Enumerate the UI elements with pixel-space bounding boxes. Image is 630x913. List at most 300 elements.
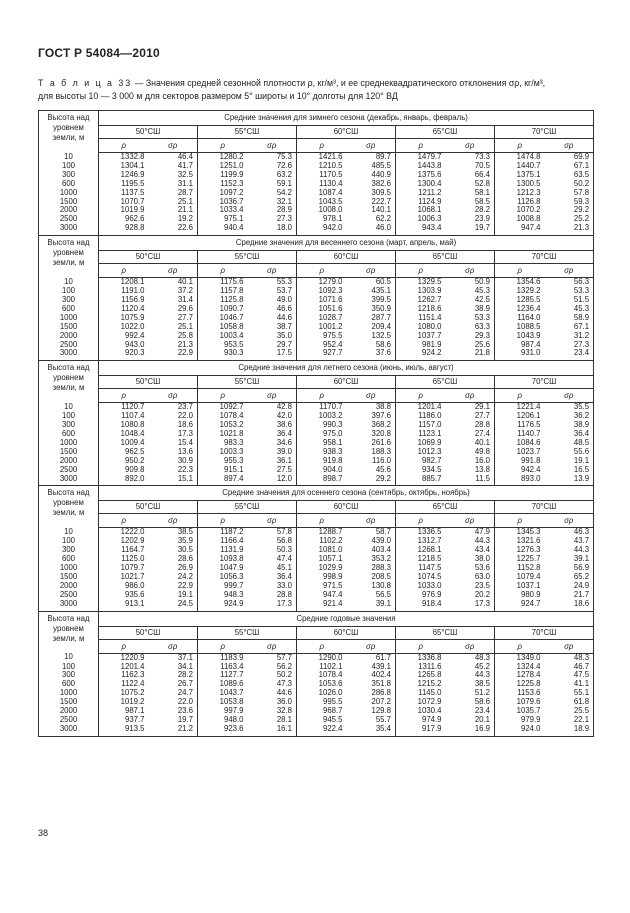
deviation-cell: 27.4 [446,430,495,439]
altitude-cell: 100 [39,287,99,296]
rho-symbol: ρ [198,264,248,278]
deviation-cell: 63.3 [446,323,495,332]
deviation-cell: 188.3 [347,448,396,457]
altitude-cell: 300 [39,671,99,680]
deviation-cell: 45.6 [347,466,396,475]
table-row [39,215,594,224]
rho-symbol: ρ [297,264,347,278]
density-cell: 1008.0 [318,205,343,215]
altitude-cell: 100 [39,162,99,171]
rho-symbol: ρ [99,139,149,153]
deviation-cell: 353.2 [347,555,396,564]
altitude-cell: 600 [39,305,99,314]
density-cell: 1187.2 [220,527,244,537]
deviation-cell: 18.6 [149,421,198,430]
density-cell: 913.1 [124,598,145,608]
density-cell: 940.4 [223,223,244,233]
deviation-cell: 382.6 [347,180,396,189]
altitude-header: Высота над уровнем земли, м [39,486,99,528]
deviation-cell: 22.9 [149,349,198,360]
density-cell: 1035.7 [516,706,541,716]
latitude-header: 55°СШ [198,126,297,139]
table-row [39,206,594,215]
section-title-row [39,486,594,501]
density-cell: 974.9 [421,714,442,724]
altitude-cell: 300 [39,296,99,305]
deviation-cell: 23.4 [573,348,590,358]
deviation-cell: 58.1 [446,189,495,198]
density-cell: 1202.9 [120,536,145,546]
latitude-header: 55°СШ [198,501,297,514]
section-title-row [39,611,594,626]
density-cell: 943.0 [124,339,145,349]
latitude-row [39,376,594,389]
density-cell: 1195.5 [121,178,145,188]
density-cell: 924.7 [520,598,541,608]
density-cell: 990.3 [322,420,343,430]
density-cell: 1215.2 [417,679,442,689]
density-cell: 1120.4 [121,303,145,313]
latitude-header: 60°СШ [297,626,396,639]
deviation-cell: 46.7 [573,661,590,671]
deviation-cell: 309.5 [347,189,396,198]
deviation-cell: 24.9 [573,580,590,590]
deviation-cell: 31.4 [149,296,198,305]
density-cell: 1279.0 [318,277,343,287]
density-cell: 978.1 [322,214,343,224]
altitude-cell: 600 [39,555,99,564]
deviation-cell: 18.0 [248,224,297,235]
deviation-cell: 19.7 [446,224,495,235]
altitude-header: Высота над уровнем земли, м [39,236,99,278]
density-cell: 1321.6 [516,536,541,546]
sigma-symbol: σρ [545,639,594,653]
deviation-cell: 402.4 [347,671,396,680]
deviation-cell: 29.2 [573,205,590,215]
section-title-row [39,236,594,251]
density-cell: 919.8 [322,455,343,465]
altitude-cell: 2000 [39,707,99,716]
deviation-cell: 48.3 [573,652,590,662]
deviation-cell: 439.1 [347,663,396,672]
latitude-header: 70°СШ [495,501,594,514]
density-cell: 1003.2 [318,411,343,421]
density-cell: 1208.1 [120,277,145,287]
deviation-cell: 42.8 [248,403,297,412]
deviation-cell: 63.2 [248,171,297,180]
deviation-cell: 73.3 [446,153,495,162]
density-cell: 1123.1 [418,429,442,439]
altitude-cell: 1000 [39,689,99,698]
density-cell: 950.2 [124,455,145,465]
deviation-cell: 11.5 [446,475,495,486]
density-cell: 1312.7 [417,536,442,546]
density-cell: 1201.4 [120,661,145,671]
density-cell: 1290.0 [318,652,343,662]
deviation-cell: 55.3 [248,278,297,287]
deviation-cell: 44.3 [446,537,495,546]
sigma-symbol: σρ [347,639,396,653]
density-cell: 904.0 [322,464,343,474]
density-cell: 1033.0 [417,580,442,590]
altitude-cell: 2500 [39,215,99,224]
altitude-cell: 3000 [39,600,99,611]
section-title: Средние значения для весеннего сезона (март, апрель, май) [99,236,594,251]
deviation-cell: 58.9 [573,312,590,322]
deviation-cell: 116.0 [347,457,396,466]
latitude-header: 55°СШ [198,251,297,264]
density-cell: 1201.4 [417,402,442,412]
density-cell: 1336.8 [417,652,442,662]
deviation-cell: 209.4 [347,323,396,332]
density-cell: 1089.6 [219,679,244,689]
deviation-cell: 35.9 [149,537,198,546]
deviation-cell: 39.1 [347,600,396,611]
density-cell: 1090.7 [219,303,244,313]
density-cell: 997.9 [223,706,244,716]
density-cell: 958.1 [322,437,343,447]
rho-symbol: ρ [198,514,248,528]
deviation-cell: 49.0 [248,296,297,305]
density-cell: 928.8 [124,223,145,233]
deviation-cell: 45.2 [446,663,495,672]
deviation-cell: 13.8 [446,466,495,475]
deviation-cell: 26.9 [149,564,198,573]
rho-symbol: ρ [495,264,545,278]
density-cell: 975.1 [223,214,244,224]
deviation-cell: 350.9 [347,305,396,314]
density-cell: 1092.3 [318,286,343,296]
deviation-cell: 129.8 [347,707,396,716]
deviation-cell: 66.4 [446,171,495,180]
density-cell: 1122.4 [121,679,145,689]
deviation-cell: 17.3 [446,600,495,611]
density-cell: 1003.3 [219,446,244,456]
rho-symbol: ρ [99,264,149,278]
density-cell: 1019.2 [120,697,145,707]
density-cell: 1336.5 [417,527,442,537]
density-cell: 995.5 [322,697,343,707]
density-cell: 1300.5 [516,178,541,188]
altitude-cell: 600 [39,430,99,439]
density-cell: 921.4 [322,598,343,608]
density-cell: 1479.7 [417,152,442,161]
altitude-cell: 10 [39,653,99,662]
deviation-cell: 13.9 [573,473,590,483]
density-cell: 1068.1 [417,205,442,215]
density-cell: 948.3 [223,589,244,599]
altitude-cell: 1000 [39,439,99,448]
table-row [39,725,594,736]
density-cell: 1102.2 [319,536,343,546]
table-row [39,341,594,350]
rho-symbol: ρ [198,639,248,653]
deviation-cell: 38.5 [149,528,198,537]
density-cell: 1280.2 [219,152,244,161]
table-row [39,475,594,486]
density-cell: 935.6 [124,589,145,599]
density-cell: 1137.5 [121,187,145,197]
deviation-cell: 31.1 [149,180,198,189]
deviation-cell: 440.9 [347,171,396,180]
deviation-cell: 28.9 [248,206,297,215]
rho-symbol: ρ [396,514,446,528]
altitude-cell: 3000 [39,475,99,486]
deviation-cell: 46.4 [149,153,198,162]
deviation-cell: 28.7 [149,189,198,198]
deviation-cell: 28.8 [446,421,495,430]
density-cell: 1081.0 [318,545,343,555]
deviation-cell: 34.1 [149,663,198,672]
density-cell: 1268.1 [417,545,442,555]
density-cell: 1084.6 [516,437,541,447]
deviation-cell: 19.1 [149,591,198,600]
latitude-header: 65°СШ [396,126,495,139]
altitude-cell: 2500 [39,591,99,600]
density-cell: 1354.6 [516,277,541,287]
density-cell: 913.5 [124,723,145,733]
altitude-cell: 100 [39,537,99,546]
density-cell: 983.3 [223,437,244,447]
deviation-cell: 53.7 [248,287,297,296]
altitude-cell: 1000 [39,564,99,573]
density-cell: 948.0 [223,714,244,724]
sigma-symbol: σρ [545,514,594,528]
latitude-header: 50°СШ [99,251,198,264]
deviation-cell: 23.4 [446,707,495,716]
deviation-cell: 21.8 [446,349,495,360]
deviation-cell: 13.6 [149,448,198,457]
deviation-cell: 49.8 [446,448,495,457]
deviation-cell: 287.7 [347,314,396,323]
deviation-cell: 51.2 [446,689,495,698]
deviation-cell: 399.5 [347,296,396,305]
deviation-cell: 132.5 [347,332,396,341]
table-row [39,349,594,360]
deviation-cell: 30.9 [149,457,198,466]
deviation-cell: 46.6 [248,305,297,314]
latitude-row [39,626,594,639]
deviation-cell: 28.2 [149,671,198,680]
deviation-cell: 75.3 [248,153,297,162]
deviation-cell: 36.1 [248,457,297,466]
deviation-cell: 261.6 [347,439,396,448]
deviation-cell: 23.7 [149,403,198,412]
sigma-symbol: σρ [446,139,495,153]
density-cell: 1088.5 [516,321,541,331]
density-cell: 1157.0 [418,420,442,430]
density-cell: 934.5 [421,464,442,474]
deviation-cell: 43.7 [573,536,590,546]
deviation-cell: 60.5 [347,278,396,287]
deviation-cell: 25.1 [149,198,198,207]
density-cell: 1023.7 [516,446,541,456]
density-cell: 962.6 [124,214,145,224]
deviation-cell: 44.3 [573,545,590,555]
deviation-cell: 65.2 [573,572,590,581]
density-cell: 1029.9 [318,563,343,573]
altitude-cell: 3000 [39,349,99,360]
table-row [39,457,594,466]
density-cell: 893.0 [520,473,541,483]
table-caption [38,77,594,103]
density-cell: 1191.0 [121,286,145,296]
deviation-cell: 12.0 [248,475,297,486]
document-header: ГОСТ Р 54084—2010 [38,46,160,60]
density-cell: 1246.9 [120,169,145,179]
density-cell: 1175.6 [220,277,244,287]
deviation-cell: 22.0 [149,698,198,707]
density-cell: 1079.6 [516,697,541,707]
altitude-cell: 3000 [39,224,99,235]
deviation-cell: 28.8 [248,591,297,600]
density-cell: 924.9 [223,598,244,608]
table-row [39,600,594,611]
deviation-cell: 18.6 [573,598,590,608]
deviation-cell: 207.2 [347,698,396,707]
deviation-cell: 22.0 [149,412,198,421]
rho-symbol: ρ [99,389,149,403]
deviation-cell: 24.5 [149,600,198,611]
density-cell: 1262.7 [417,294,442,304]
latitude-header: 65°СШ [396,376,495,389]
density-cell: 968.7 [322,706,343,716]
deviation-cell: 45.1 [248,564,297,573]
density-cell: 1043.7 [219,688,244,698]
section-title-row [39,361,594,376]
density-table [38,110,594,737]
sigma-symbol: σρ [545,389,594,403]
latitude-header: 50°СШ [99,376,198,389]
density-cell: 1131.9 [220,545,244,555]
density-cell: 1078.4 [219,411,244,421]
deviation-cell: 61.8 [573,697,590,707]
density-cell: 1183.9 [220,652,244,662]
rho-symbol: ρ [396,389,446,403]
table-row [39,323,594,332]
rho-symbol: ρ [495,639,545,653]
deviation-cell: 27.3 [573,339,590,349]
latitude-header: 60°СШ [297,376,396,389]
density-cell: 999.7 [223,580,244,590]
sigma-symbol: σρ [446,514,495,528]
latitude-header: 50°СШ [99,501,198,514]
table-row [39,582,594,591]
sigma-symbol: σρ [248,514,297,528]
density-cell: 937.7 [124,714,145,724]
deviation-cell: 36.4 [248,430,297,439]
deviation-cell: 32.8 [248,707,297,716]
density-cell: 1026.0 [318,688,343,698]
altitude-cell: 600 [39,180,99,189]
altitude-header: Высота над уровнем земли, м [39,111,99,153]
sigma-symbol: σρ [446,389,495,403]
deviation-cell: 25.5 [573,706,590,716]
density-cell: 915.1 [223,464,244,474]
symbol-row [39,139,594,153]
deviation-cell: 50.9 [446,278,495,287]
sigma-symbol: σρ [248,639,297,653]
density-cell: 987.4 [520,339,541,349]
deviation-cell: 56.2 [248,663,297,672]
sigma-symbol: σρ [446,264,495,278]
deviation-cell: 54.2 [248,189,297,198]
sigma-symbol: σρ [347,139,396,153]
altitude-cell: 2500 [39,716,99,725]
deviation-cell: 27.7 [149,314,198,323]
deviation-cell: 53.3 [446,314,495,323]
sigma-symbol: σρ [149,139,198,153]
density-cell: 945.5 [322,714,343,724]
density-cell: 1157.8 [220,286,244,296]
deviation-cell: 56.8 [248,537,297,546]
density-cell: 981.9 [421,339,442,349]
altitude-cell: 2000 [39,582,99,591]
density-cell: 1087.4 [318,187,343,197]
density-cell: 1030.4 [417,706,442,716]
deviation-cell: 29.1 [446,403,495,412]
deviation-cell: 32.1 [248,198,297,207]
density-cell: 991.8 [520,455,541,465]
density-cell: 1022.0 [120,321,145,331]
density-cell: 1474.8 [516,152,541,161]
deviation-cell: 351.8 [347,680,396,689]
altitude-cell: 300 [39,546,99,555]
sigma-symbol: σρ [545,264,594,278]
deviation-cell: 28.2 [446,206,495,215]
deviation-cell: 63.0 [446,573,495,582]
deviation-cell: 38.7 [248,323,297,332]
density-cell: 1125.0 [121,554,145,564]
density-cell: 1220.9 [120,652,145,662]
density-cell: 1225.7 [516,554,541,564]
density-cell: 917.9 [421,723,442,733]
deviation-cell: 69.9 [573,152,590,161]
density-cell: 1037.7 [417,330,442,340]
latitude-header: 65°СШ [396,501,495,514]
deviation-cell: 17.3 [248,600,297,611]
deviation-cell: 47.5 [573,670,590,680]
density-cell: 1152.8 [517,563,541,573]
density-cell: 1069.9 [417,437,442,447]
altitude-cell: 2500 [39,466,99,475]
altitude-cell: 2500 [39,341,99,350]
density-cell: 1043.9 [516,330,541,340]
density-cell: 1125.8 [220,294,244,304]
density-cell: 987.1 [124,706,145,716]
deviation-cell: 67.1 [573,321,590,331]
density-cell: 1009.4 [120,437,145,447]
latitude-row [39,251,594,264]
density-cell: 922.4 [322,723,343,733]
density-cell: 1019.9 [120,205,145,215]
density-cell: 1046.7 [219,312,244,322]
sigma-symbol: σρ [149,514,198,528]
density-cell: 1170.5 [319,169,343,179]
deviation-cell: 32.5 [149,171,198,180]
density-cell: 1304.1 [120,160,145,170]
density-cell: 898.7 [322,473,343,483]
deviation-cell: 58.5 [446,198,495,207]
altitude-cell: 300 [39,171,99,180]
latitude-header: 70°СШ [495,126,594,139]
density-cell: 1375.1 [516,169,541,179]
density-cell: 1102.1 [319,661,343,671]
altitude-cell: 1500 [39,323,99,332]
deviation-cell: 23.9 [446,215,495,224]
density-cell: 1028.7 [318,312,343,322]
deviation-cell: 89.7 [347,153,396,162]
